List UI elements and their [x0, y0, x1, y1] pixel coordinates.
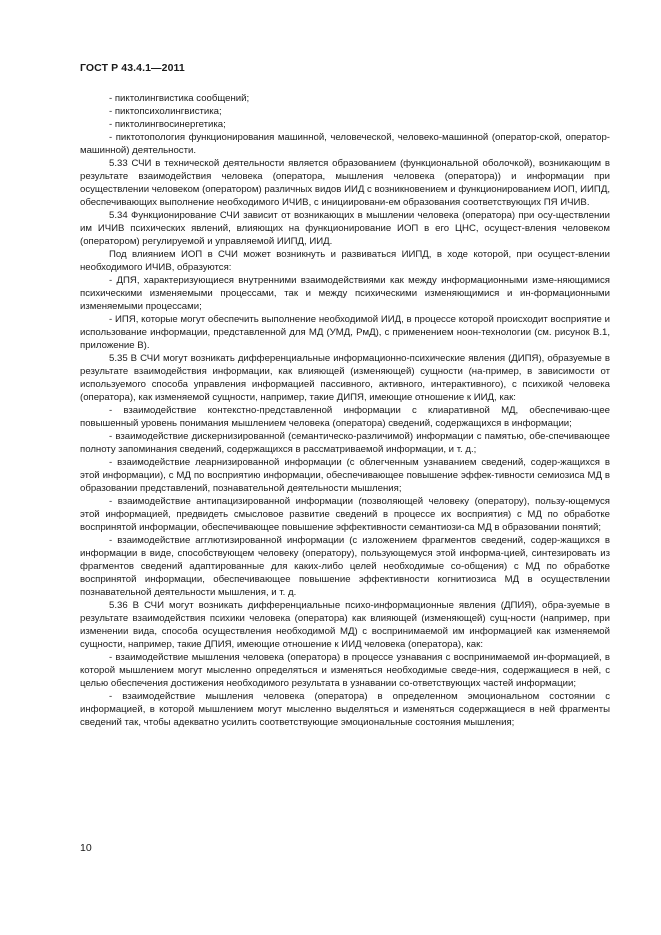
list-item: - пиктотопология функционирования машинной, человеческой, человеко-машинной (оператор-ской, оператор-машинной) деятельности.: [80, 132, 610, 156]
list-item: - взаимодействие дискернизированной (семантическо-различимой) информации с памятью, обе-спечивающее полноту запоминания сведений, содержащихся в рассматриваемой информации, и т. д.;: [80, 431, 610, 455]
paragraph-5-33: 5.33 СЧИ в технической деятельности является образованием (функциональной оболочкой), возникающим в результате взаимодействия человека (оператора, мышления человека (оператора)) и информации при осуществлении человеком (оператором) различных видов ИИД с возникновением и функционированием ИОП, ИИПД, обеспечивающих выполнение необходимого ИЧИВ, с инициировани-ем образования соответствующих ПЯ ИЧИВ.: [80, 158, 610, 208]
list-item: - пиктолингвосинергетика;: [109, 119, 226, 130]
list-item: - взаимодействие леарнизированной информации (с облегченным узнаванием сведений, содер-жащихся в этой информации), с МД по восприятию информации, обеспечивающее повышение эффек-тивности семиозиса МД в образовании представлений, познавательной деятельности мышления;: [80, 457, 610, 494]
list-item: - пиктолингвистика сообщений;: [109, 93, 250, 104]
list-item: - взаимодействие антипацизированной информации (позволяющей человеку (оператору), пользу-ющемуся этой информацией, предвидеть смысловое развитие сведений в процессе их восприятия) с МД по обработке воспринятой информации, обеспечивающее повышение эффективности семантиози-са МД в образовании понятий;: [80, 496, 610, 533]
paragraph: Под влиянием ИОП в СЧИ может возникнуть и развиваться ИИПД, в ходе которой, при осущест-влении необходимого ИЧИВ, образуются:: [80, 249, 610, 273]
list-item: - взаимодействие контекстно-представленной информации с клиаративной МД, обеспечиваю-щее повышенный уровень понимания мышлением человека (оператора) сведений, содержащихся в информации;: [80, 405, 610, 429]
paragraph-5-35: 5.35 В СЧИ могут возникать дифференциальные информационно-психические явления (ДИПЯ), образуемые в результате взаимодействия информации, как влияющей (изменяющей) сущности (на-пример, в зависимости от используемого способа управления информацией пассивного, активного, интерактивного), с психикой человека (оператора), как изменяемой сущности, например, такие ДИПЯ, имеющие отношение к ИИД, как:: [80, 353, 610, 403]
list-item: - ДПЯ, характеризующиеся внутренними взаимодействиями как между информационными изме-няющимися психическими изменяемыми процессами, так и между психическими изменяющимися и ин-формационными изменяемыми процессами;: [80, 275, 610, 312]
list-item: - пиктопсихолингвистика;: [109, 106, 222, 117]
list-item: - взаимодействие мышления человека (оператора) в определенном эмоциональном состоянии с информацией, в которой мышлением могут мысленно выделяться и изменяться содержащиеся в ней фрагменты сведений так, чтобы адекватно усилить соответствующие эмоциональные состояния мышления;: [80, 691, 610, 728]
document-body: [80, 92, 610, 729]
document-header: ГОСТ Р 43.4.1—2011: [80, 62, 185, 74]
list-item: - взаимодействие агглютизированной информации (с изложением фрагментов сведений, содер-жащихся в информации в виде, способствующем человеку (оператору), пользующемуся этой информа-цией, синтезировать из фрагментов сведений адаптированные для каких-либо целей необходимые со-общения) с МД по обработке воспринятой информации, обеспечивающее повышение эффективности когнитиозиса МД в осуществлении познавательной деятельности мышления, и т. д.: [80, 535, 610, 598]
list-item: - ИПЯ, которые могут обеспечить выполнение необходимой ИИД, в процессе которой происходит восприятие и использование информации, представленной для МД (УМД, РмД), с применением ноон-технологии (см. рисунок В.1, приложение В).: [80, 314, 610, 351]
paragraph-5-34: 5.34 Функционирование СЧИ зависит от возникающих в мышлении человека (оператора) при осу-ществлении им ИЧИВ психических явлений, влияющих на функционирование ИОП в его ЦНС, осущест-вления человеком (оператором) регулируемой и управляемой ИИПД, ИИД.: [80, 210, 610, 247]
list-item: - взаимодействие мышления человека (оператора) в процессе узнавания с воспринимаемой ин-формацией, в которой мышлением могут мысленно определяться и изменяться необходимые сведе-ния, содержащиеся в ней, с целью обеспечения достижения необходимого результата в узнавании со-ответствующих частей информации;: [80, 652, 610, 689]
page-number: 10: [80, 842, 92, 854]
paragraph-5-36: 5.36 В СЧИ могут возникать дифференциальные психо-информационные явления (ДПИЯ), обра-зуемые в результате взаимодействия психики человека (оператора) как влияющей (изменяющей) сущ-ности (например, при изменении вида, способа осуществления необходимой МД) с воспринимаемой им информацией как изменяемой сущности, например, такие ДПИЯ, имеющие отношение к ИИД человека (оператора), как:: [80, 600, 610, 650]
